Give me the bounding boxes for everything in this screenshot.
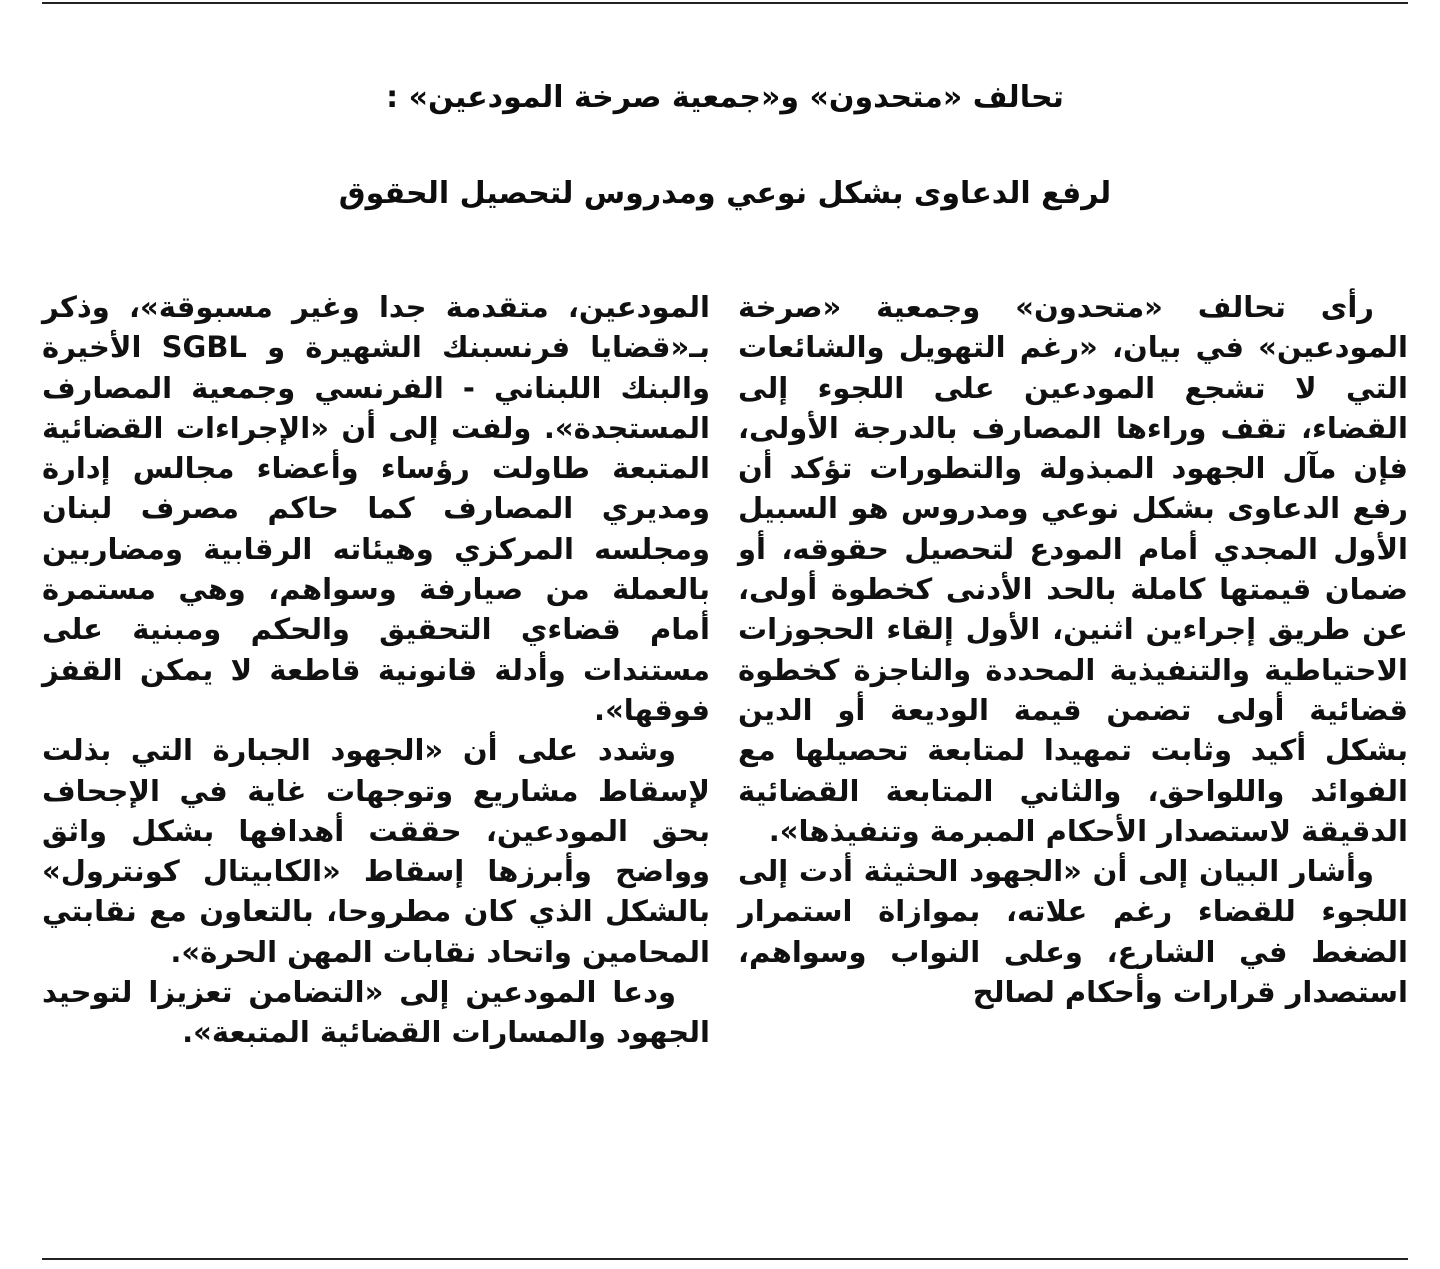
paragraph: المودعين، متقدمة جدا وغير مسبوقة»، وذكر بـ«قضايا فرنسبنك الشهيرة و SGBL الأخيرة والبنك اللبناني - الفرنسي وجمعية المصارف المستجدة». ولفت إلى أن «الإجراءات القضائية المتبعة طاولت رؤساء وأعضاء مجالس إدارة ومديري المصارف كما حاكم مصرف لبنان ومجلسه المركزي وهيئاته الرقابية ومضاربين بالعملة من صيارفة وسواهم، وهي مستمرة أمام قضاءي التحقيق والحكم ومبنية على مستندات وأدلة قانونية قاطعة لا يمكن القفز فوقها». bbox=[42, 290, 711, 727]
paragraph: ودعا المودعين إلى «التضامن تعزيزا لتوحيد الجهود والمسارات القضائية المتبعة». bbox=[42, 975, 710, 1050]
article-headline bbox=[40, 50, 1410, 242]
paragraph: وشدد على أن «الجهود الجبارة التي بذلت لإسقاط مشاريع وتوجهات غاية في الإجحاف بحق المودعين، حققت أهدافها بشكل واثق وواضح وأبرزها إسقاط «الكابيتال كونترول» بالشكل الذي كان مطروحا، بالتعاون مع نقابتي المحامين واتحاد نقابات المهن الحرة». bbox=[42, 733, 710, 969]
paragraph: وأشار البيان إلى أن «الجهود الحثيثة أدت إلى اللجوء للقضاء رغم علاته، بموازاة استمرار الضغط في الشارع، وعلى النواب وسواهم، استصدار قرارات وأحكام لصالح bbox=[738, 854, 1408, 1010]
headline-line-1: تحالف «متحدون» و«جمعية صرخة المودعين» : bbox=[386, 80, 1064, 115]
headline-line-2: لرفع الدعاوى بشكل نوعي ومدروس لتحصيل الحقوق bbox=[338, 176, 1112, 211]
paragraph: رأى تحالف «متحدون» وجمعية «صرخة المودعين» في بيان، «رغم التهويل والشائعات التي لا تشجع المودعين على اللجوء إلى القضاء، تقف وراءها المصارف بالدرجة الأولى، فإن مآل الجهود المبذولة والتطورات تؤكد أن رفع الدعاوى بشكل نوعي ومدروس هو السبيل الأول المجدي أمام المودع لتحصيل حقوقه، أو ضمان قيمتها كاملة بالحد الأدنى كخطوة أولى، عن طريق إجراءين اثنين، الأول إلقاء الحجوزات الاحتياطية والتنفيذية المحددة والناجزة كخطوة قضائية أولى تضمن قيمة الوديعة أو الدين بشكل أكيد وثابت تمهيدا لمتابعة تحصيلها مع الفوائد واللواحق، والثاني المتابعة القضائية الدقيقة لاستصدار الأحكام المبرمة وتنفيذها». bbox=[738, 290, 1408, 848]
bottom-rule bbox=[42, 1258, 1408, 1260]
article-column-left bbox=[42, 287, 710, 1053]
top-rule bbox=[42, 2, 1408, 4]
article-column-right bbox=[738, 287, 1408, 1012]
